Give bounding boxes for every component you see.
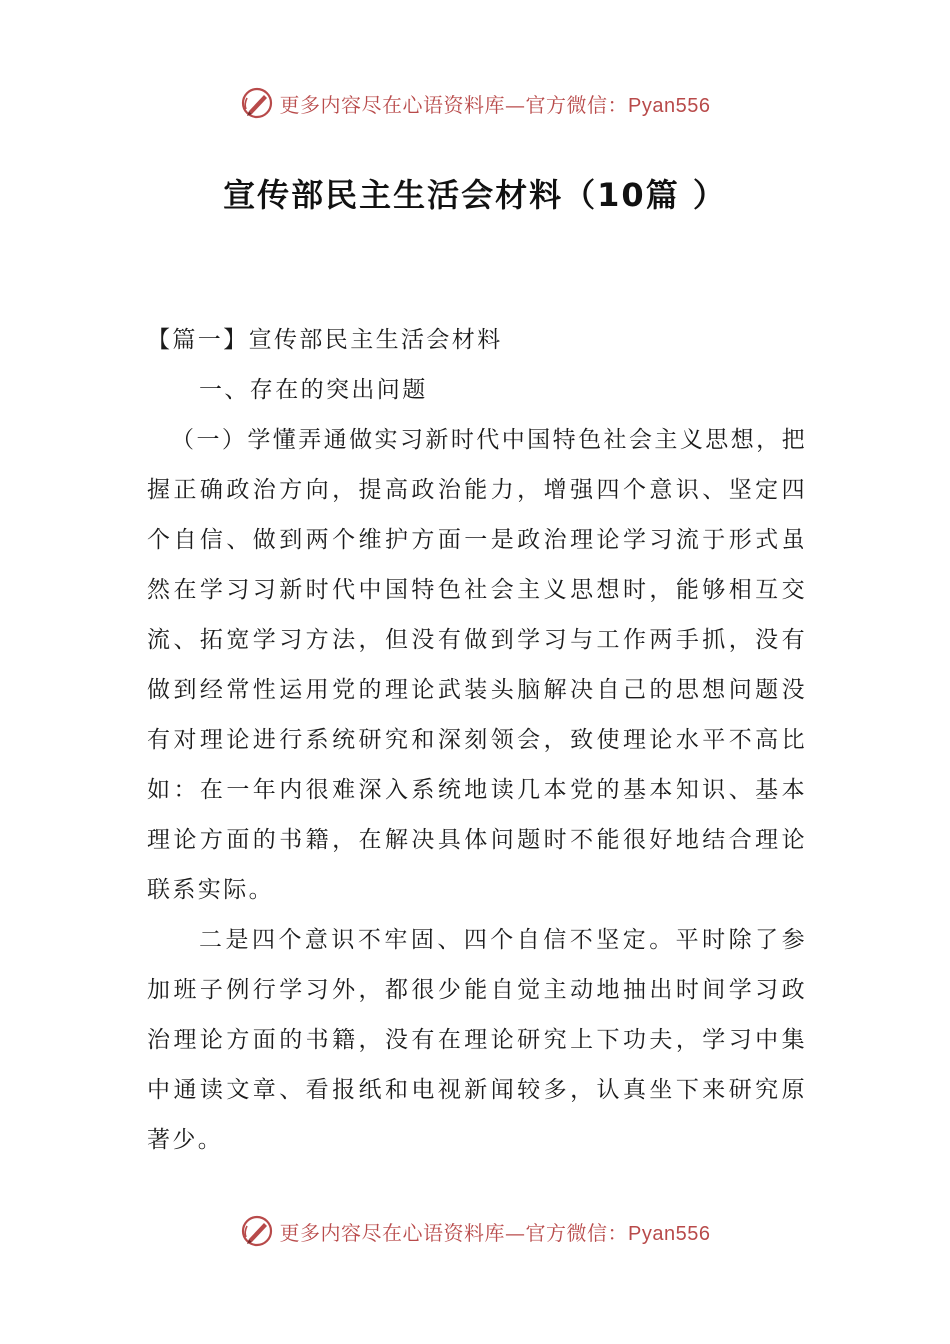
document-title: 宣传部民主生活会材料（10篇 ） bbox=[223, 176, 727, 214]
watermark-text: 更多内容尽在心语资料库—官方微信：Pyan556 bbox=[279, 92, 711, 117]
footer-watermark bbox=[0, 1211, 950, 1251]
paragraph: 二是四个意识不牢固、四个自信不坚定。平时除了参加班子例行学习外，都很少能自觉主动地抽出时间学习政治理论方面的书籍，没有在理论研究上下功夫，学习中集中通读文章、看报纸和电视新闻较多，认真坐下来研究原著少。 bbox=[147, 927, 807, 1153]
watermark-wechat-id: Pyan556 bbox=[628, 1222, 711, 1245]
section-heading: 【篇一】宣传部民主生活会材料 bbox=[147, 327, 503, 353]
subheading: 一、存在的突出问题 bbox=[199, 377, 428, 403]
paragraph: （一）学懂弄通做实习新时代中国特色社会主义思想，把握正确政治方向，提高政治能力，增强四个意识、坚定四个自信、做到两个维护方面一是政治理论学习流于形式虽然在学习习新时代中国特色社会主义思想时，能够相互交流、拓宽学习方法，但没有做到学习与工作两手抓，没有做到经常性运用党的理论武装头脑解决自己的思想问题没有对理论进行系统研究和深刻领会，致使理论水平不高比如：在一年内很难深入系统地读几本党的基本知识、基本理论方面的书籍，在解决具体问题时不能很好地结合理论联系实际。 bbox=[147, 427, 807, 903]
pen-circle-logo-icon bbox=[240, 1214, 274, 1248]
header-watermark bbox=[0, 83, 950, 123]
pen-circle-logo-icon bbox=[240, 86, 274, 120]
document-body bbox=[147, 315, 807, 1165]
watermark-wechat-id: Pyan556 bbox=[628, 94, 711, 117]
watermark-text: 更多内容尽在心语资料库—官方微信：Pyan556 bbox=[279, 1220, 711, 1245]
